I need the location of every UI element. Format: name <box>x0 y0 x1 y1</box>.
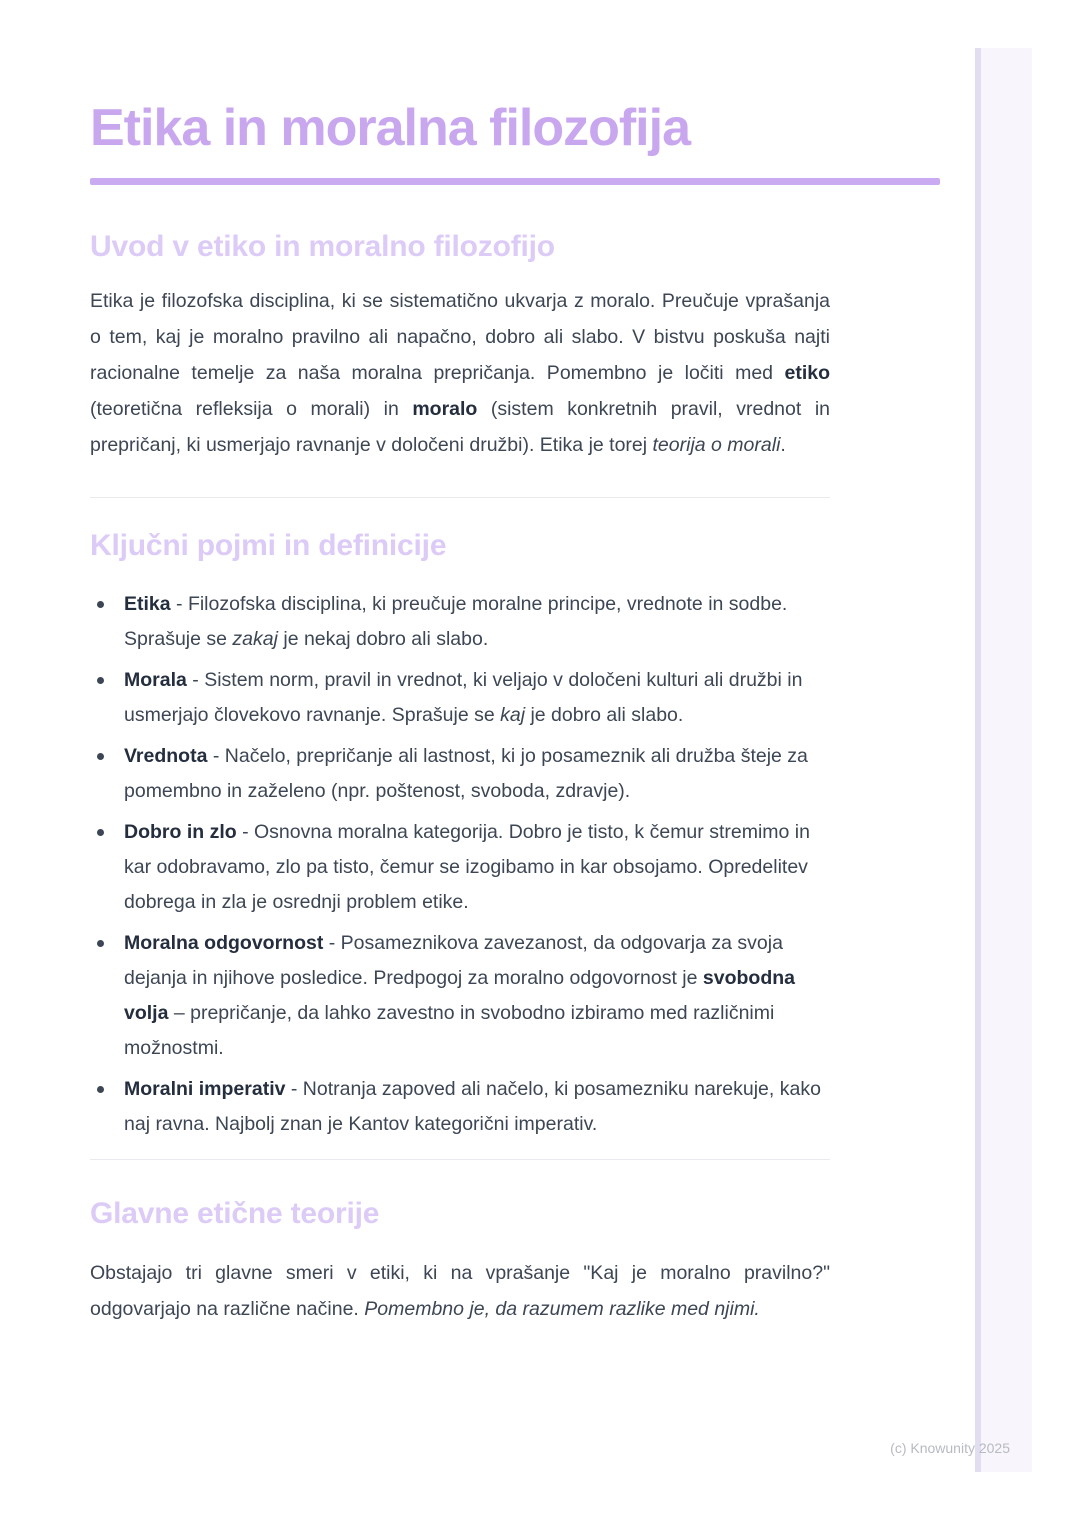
text-segment: Obstajajo tri glavne smeri v etiki, ki na vprašanje "Kaj je moralno pravilno?" odgovarjajo na različne načine. <box>90 1262 830 1320</box>
text-segment: (sistem konkretnih pravil, vrednot in prepričanj, ki usmerjajo ravnanje v določeni družbi). Etika je torej <box>90 398 830 456</box>
text-segment: je dobro ali slabo. <box>525 704 684 726</box>
definition-list <box>90 587 830 1142</box>
text-segment: - Notranja zapoved ali načelo, ki posamezniku narekuje, kako naj ravna. Najbolj znan je Kantov kategorični imperativ. <box>124 1078 821 1135</box>
document-page <box>90 0 940 1327</box>
page-accent-bar <box>975 48 1032 1472</box>
text-segment: - Filozofska disciplina, ki preučuje moralne principe, vrednote in sodbe. Sprašuje se <box>124 593 788 650</box>
text-segment: Vrednota <box>124 745 208 767</box>
text-segment: - Sistem norm, pravil in vrednot, ki veljajo v določeni kulturi ali družbi in usmerjajo človekovo ravnanje. Sprašuje se <box>124 669 803 726</box>
text-segment: - Osnovna moralna kategorija. Dobro je tisto, k čemur stremimo in kar odobravamo, zlo pa tisto, čemur se izogibamo in kar obsojamo. Opredelitev dobrega in zla je osrednji problem etike. <box>124 821 810 913</box>
text-segment: moralo <box>412 398 478 420</box>
text-segment: etiko <box>784 362 830 384</box>
title-underline-rule <box>90 178 940 185</box>
text-segment: Dobro in zlo <box>124 821 237 843</box>
text-segment: je nekaj dobro ali slabo. <box>277 628 489 650</box>
text-segment: Moralni imperativ <box>124 1078 286 1100</box>
text-segment: Pomembno je, da razumem razlike med njimi. <box>364 1298 760 1320</box>
text-segment: (teoretična refleksija o morali) in <box>90 398 413 420</box>
bullet-dot-icon <box>97 753 104 760</box>
list-item <box>90 815 830 920</box>
list-item <box>90 926 830 1066</box>
bullet-dot-icon <box>97 1086 104 1093</box>
section-heading: Uvod v etiko in moralno filozofijo <box>90 230 555 263</box>
text-segment: teorija o morali <box>652 434 781 456</box>
section-uvod <box>90 229 830 463</box>
text-segment: – prepričanje, da lahko zavestno in svobodno izbiramo med različnimi možnostmi. <box>124 1002 775 1059</box>
section-heading: Ključni pojmi in definicije <box>90 529 447 562</box>
list-item <box>90 1072 830 1142</box>
list-item <box>90 739 830 809</box>
bullet-dot-icon <box>97 677 104 684</box>
text-segment: Etika <box>124 593 171 615</box>
paragraph <box>90 1255 830 1327</box>
text-segment: zakaj <box>232 628 278 650</box>
list-item <box>90 587 830 657</box>
bullet-dot-icon <box>97 601 104 608</box>
text-segment: Etika je filozofska disciplina, ki se sistematično ukvarja z moralo. Preučuje vprašanja o tem, kaj je moralno pravilno ali napačno, dobro ali slabo. V bistvu poskuša najti racionalne temelje za naša moralna prepričanja. Pomembno je ločiti med <box>90 290 830 384</box>
section-divider <box>90 1159 830 1160</box>
text-segment: Morala <box>124 669 187 691</box>
section-divider <box>90 497 830 498</box>
text-segment: . <box>780 434 786 456</box>
bullet-dot-icon <box>97 940 104 947</box>
text-segment: - Posameznikova zavezanost, da odgovarja za svoja dejanja in njihove posledice. Predpogoj za moralno odgovornost je <box>124 932 783 989</box>
section-heading: Glavne etične teorije <box>90 1197 380 1230</box>
text-segment: svobodna volja <box>124 967 795 1024</box>
text-segment: Moralna odgovornost <box>124 932 324 954</box>
sections-container <box>90 229 940 1327</box>
section-glavne-teorije <box>90 1196 830 1327</box>
page-title: Etika in moralna filozofija <box>90 99 690 157</box>
text-segment: kaj <box>500 704 526 726</box>
paragraph <box>90 283 830 463</box>
list-item <box>90 663 830 733</box>
section-kljucni-pojmi <box>90 528 830 1142</box>
text-segment: - Načelo, prepričanje ali lastnost, ki jo posameznik ali družba šteje za pomembno in zaželeno (npr. poštenost, svoboda, zdravje). <box>124 745 808 802</box>
copyright-footer: (c) Knowunity 2025 <box>890 1440 1010 1456</box>
bullet-dot-icon <box>97 829 104 836</box>
